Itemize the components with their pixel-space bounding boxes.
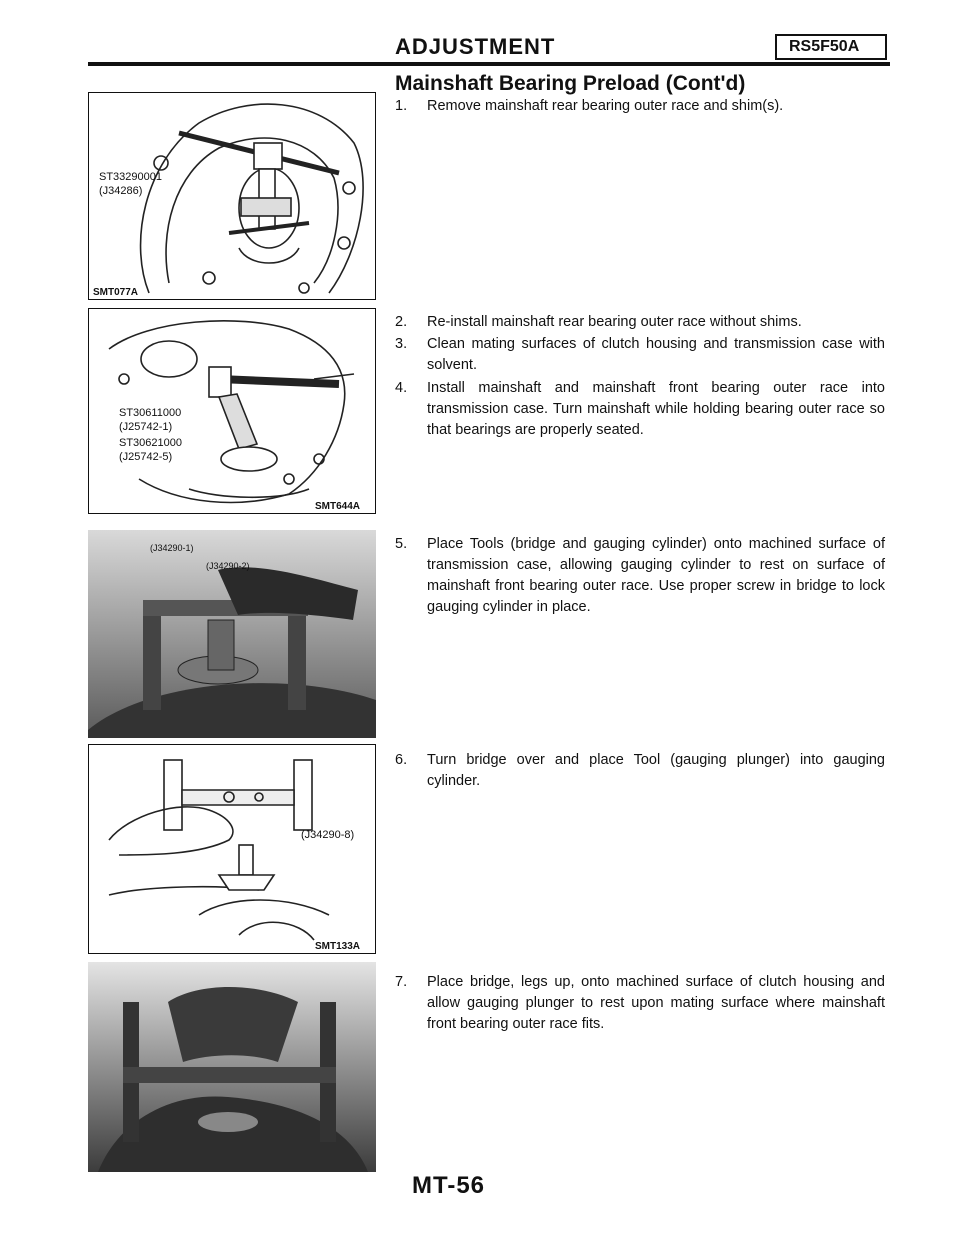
figure-code: SMT133A xyxy=(315,941,361,952)
fig3-tool-label-1: (J34290-1) xyxy=(150,543,194,553)
step-text: Place bridge, legs up, onto machined surface of clutch housing and allow gauging plunger to rest upon mating surface where mainshaft front bearing outer race fits. xyxy=(427,974,885,1032)
step-text: Place Tools (bridge and gauging cylinder) onto machined surface of transmission case, allowing gauging cylinder to rest on surface of mainshaft front bearing outer race. Use proper screw in bridge to lock gauging cylinder in place. xyxy=(427,536,885,615)
fig2-tool-label-1-alt: (J25742-1) xyxy=(119,421,173,433)
bridge-legs-up-photo xyxy=(88,962,376,1172)
step-number: 6. xyxy=(395,752,408,768)
step-text: Re-install mainshaft rear bearing outer race without shims. xyxy=(427,314,802,330)
step-number: 1. xyxy=(395,98,408,114)
step-text: Turn bridge over and place Tool (gauging plunger) into gauging cylinder. xyxy=(427,752,885,789)
step-7 xyxy=(395,972,885,1035)
step-number: 3. xyxy=(395,336,408,352)
step-text: Clean mating surfaces of clutch housing and transmission case with solvent. xyxy=(427,336,885,373)
header-rule xyxy=(88,62,890,66)
figure-code: SMT077A xyxy=(93,287,139,298)
figure-smt644a xyxy=(88,308,376,514)
section-title: Mainshaft Bearing Preload (Cont'd) xyxy=(395,72,746,95)
step-number: 7. xyxy=(395,974,408,990)
fig2-tool-label-1: ST30611000 xyxy=(119,407,182,419)
page-header-title: ADJUSTMENT xyxy=(395,34,556,59)
step-text: Install mainshaft and mainshaft front bearing outer race into transmission case. Turn mainshaft while holding bearing outer race so that bearings are properly seated. xyxy=(427,380,885,438)
plunger-illustration xyxy=(89,745,374,952)
step-text: Remove mainshaft rear bearing outer race and shim(s). xyxy=(427,98,784,114)
step-5 xyxy=(395,534,885,618)
fig2-tool-label-2-alt: (J25742-5) xyxy=(119,451,173,463)
figure-photo-bridge-legs-up xyxy=(88,962,376,1172)
fig4-tool-label: (J34290-8) xyxy=(301,829,355,841)
fig2-tool-label-2: ST30621000 xyxy=(119,437,182,449)
step-number: 5. xyxy=(395,536,408,552)
figure-code: SMT644A xyxy=(315,501,361,512)
step-number: 2. xyxy=(395,314,408,330)
step-2 xyxy=(395,312,885,333)
figure-photo-bridge xyxy=(88,530,376,738)
page-number: MT-56 xyxy=(412,1172,486,1199)
step-4 xyxy=(395,378,885,441)
step-number: 4. xyxy=(395,380,408,396)
step-1 xyxy=(395,96,885,117)
fig1-tool-label-alt: (J34286) xyxy=(99,185,143,197)
figure-smt077a xyxy=(88,92,376,300)
model-code-badge: RS5F50A xyxy=(775,34,887,60)
step-3 xyxy=(395,334,885,376)
step-6 xyxy=(395,750,885,792)
fig1-tool-label: ST33290001 xyxy=(99,171,162,183)
figure-smt133a xyxy=(88,744,376,954)
fig3-tool-label-2: (J34290-2) xyxy=(206,561,250,571)
